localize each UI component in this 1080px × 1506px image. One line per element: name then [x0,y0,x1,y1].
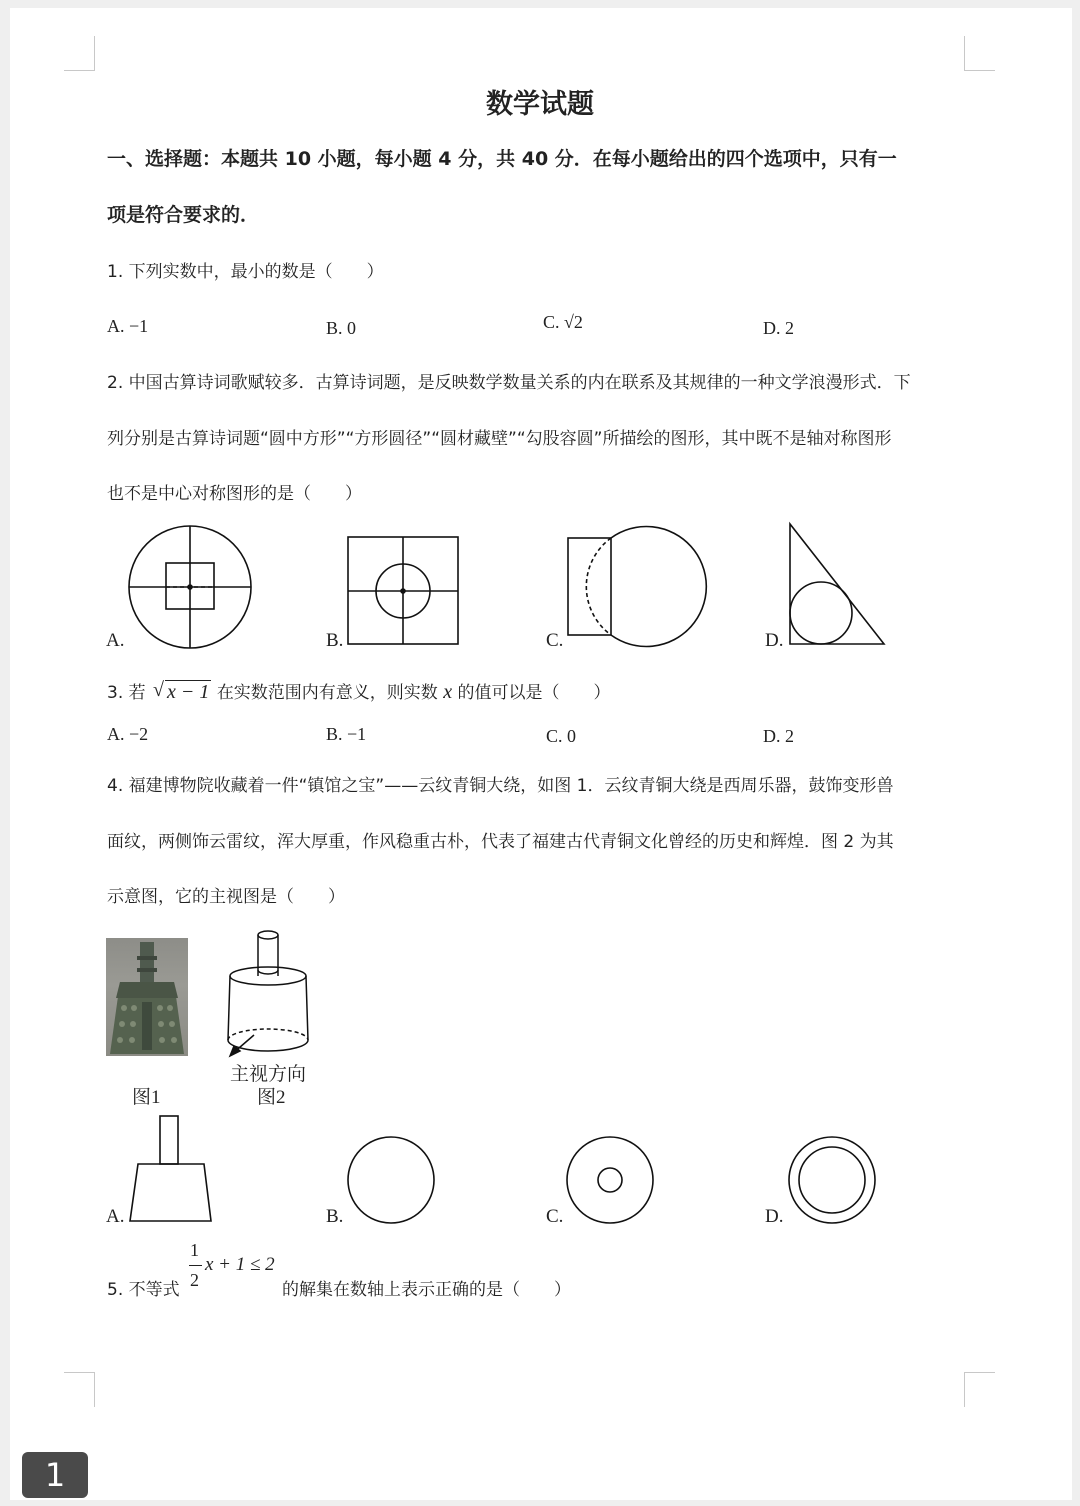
q4-stem-line1: 4. 福建博物院收藏着一件“镇馆之宝”——云纹青铜大绕，如图 1．云纹青铜大绕是西周乐器，鼓饰变形兽 [107,776,894,796]
q1-option-b-label: B. [326,318,348,338]
q4-c-outer-circle [567,1137,653,1223]
q2-option-d[interactable]: D. [765,630,784,651]
q5-suffix: 的解集在数轴上表示正确的是（ ） [282,1280,571,1300]
section-heading-line2: 项是符合要求的． [107,204,260,226]
q4-b-circle [348,1137,434,1223]
q1-option-a-value: −1 [129,316,149,336]
q4-d-inner-circle [799,1147,865,1213]
q4-option-a[interactable]: A. [106,1206,125,1227]
q3-option-b-value: −1 [347,724,367,744]
section-heading-line1: 一、选择题：本题共 10 小题，每小题 4 分，共 40 分．在每小题给出的四个选项中，只有一 [107,148,897,170]
crop-mark-bottom-left [64,1372,95,1407]
q3-option-d-label: D. [763,726,785,746]
q2-stem-line3: 也不是中心对称图形的是（ ） [107,484,362,504]
q4-a-body [130,1164,211,1221]
q1-option-a-label: A. [107,316,129,336]
q3-option-a-label: A. [107,724,129,744]
q4-fig2-caption: 图2 [257,1087,286,1108]
q5-prefix: 5. 不等式 [107,1280,180,1300]
q3-radicand: x − 1 [167,681,210,703]
q5-frac-numerator: 1 [190,1240,199,1260]
q3-option-c-label: C. [546,726,568,746]
q4-c-inner-circle [598,1168,622,1192]
q3-middle: 在实数范围内有意义，则实数 [216,683,438,703]
page-number-badge[interactable]: 1 [22,1452,88,1498]
q1-option-b-value: 0 [347,318,357,338]
q4-d-outer-circle [789,1137,875,1223]
q4-stem-line2: 面纹，两侧饰云雷纹，浑大厚重，作风稳重古朴，代表了福建古代青铜文化曾经的历史和辉煌．图 2 为其 [107,832,894,852]
q3-option-b-label: B. [326,724,348,744]
q4-option-d[interactable]: D. [765,1206,784,1227]
q3-option-a-value: −2 [129,724,149,744]
q3-prefix: 3. 若 [107,683,146,703]
q4-option-b[interactable]: B. [326,1206,344,1227]
q5-frac-denominator: 2 [190,1270,199,1290]
q2-option-c[interactable]: C. [546,630,564,651]
q2-option-a[interactable]: A. [106,630,125,651]
q2-option-b[interactable]: B. [326,630,344,651]
q4-stem-line3: 示意图，它的主视图是（ ） [107,887,345,907]
q3-option-d-value: 2 [785,726,794,746]
q4-option-c[interactable]: C. [546,1206,564,1227]
q3-variable: x [443,681,453,703]
crop-mark-bottom-right [964,1372,995,1407]
q5-inequality-expr: x + 1 ≤ 2 [205,1254,275,1275]
q2-stem-line2: 列分别是古算诗词题“圆中方形”“方形圆径”“圆材藏壁”“勾股容圆”所描绘的图形，其中既不是轴对称图形 [107,429,892,449]
q1-option-c-label: C. [543,312,565,332]
q1-option-d-value: 2 [785,318,794,338]
q2-stem-line1: 2. 中国古算诗词歌赋较多．古算诗词题，是反映数学数量关系的内在联系及其规律的一种文学浪漫形式．下 [107,373,911,393]
q4-fig2-direction-label: 主视方向 [230,1064,307,1085]
q3-suffix: 的值可以是（ ） [457,683,611,703]
q4-fig1-caption: 图1 [132,1087,161,1108]
q1-option-c-value: √2 [564,312,583,332]
radical-sign-icon: √ [153,679,165,701]
page-title: 数学试题 [486,89,594,120]
q1-option-d-label: D. [763,318,785,338]
q5-fraction-bar [189,1265,202,1266]
q4-a-shaft [160,1116,178,1164]
q1-stem: 1. 下列实数中，最小的数是（ ） [107,262,384,282]
q3-option-c-value: 0 [567,726,577,746]
